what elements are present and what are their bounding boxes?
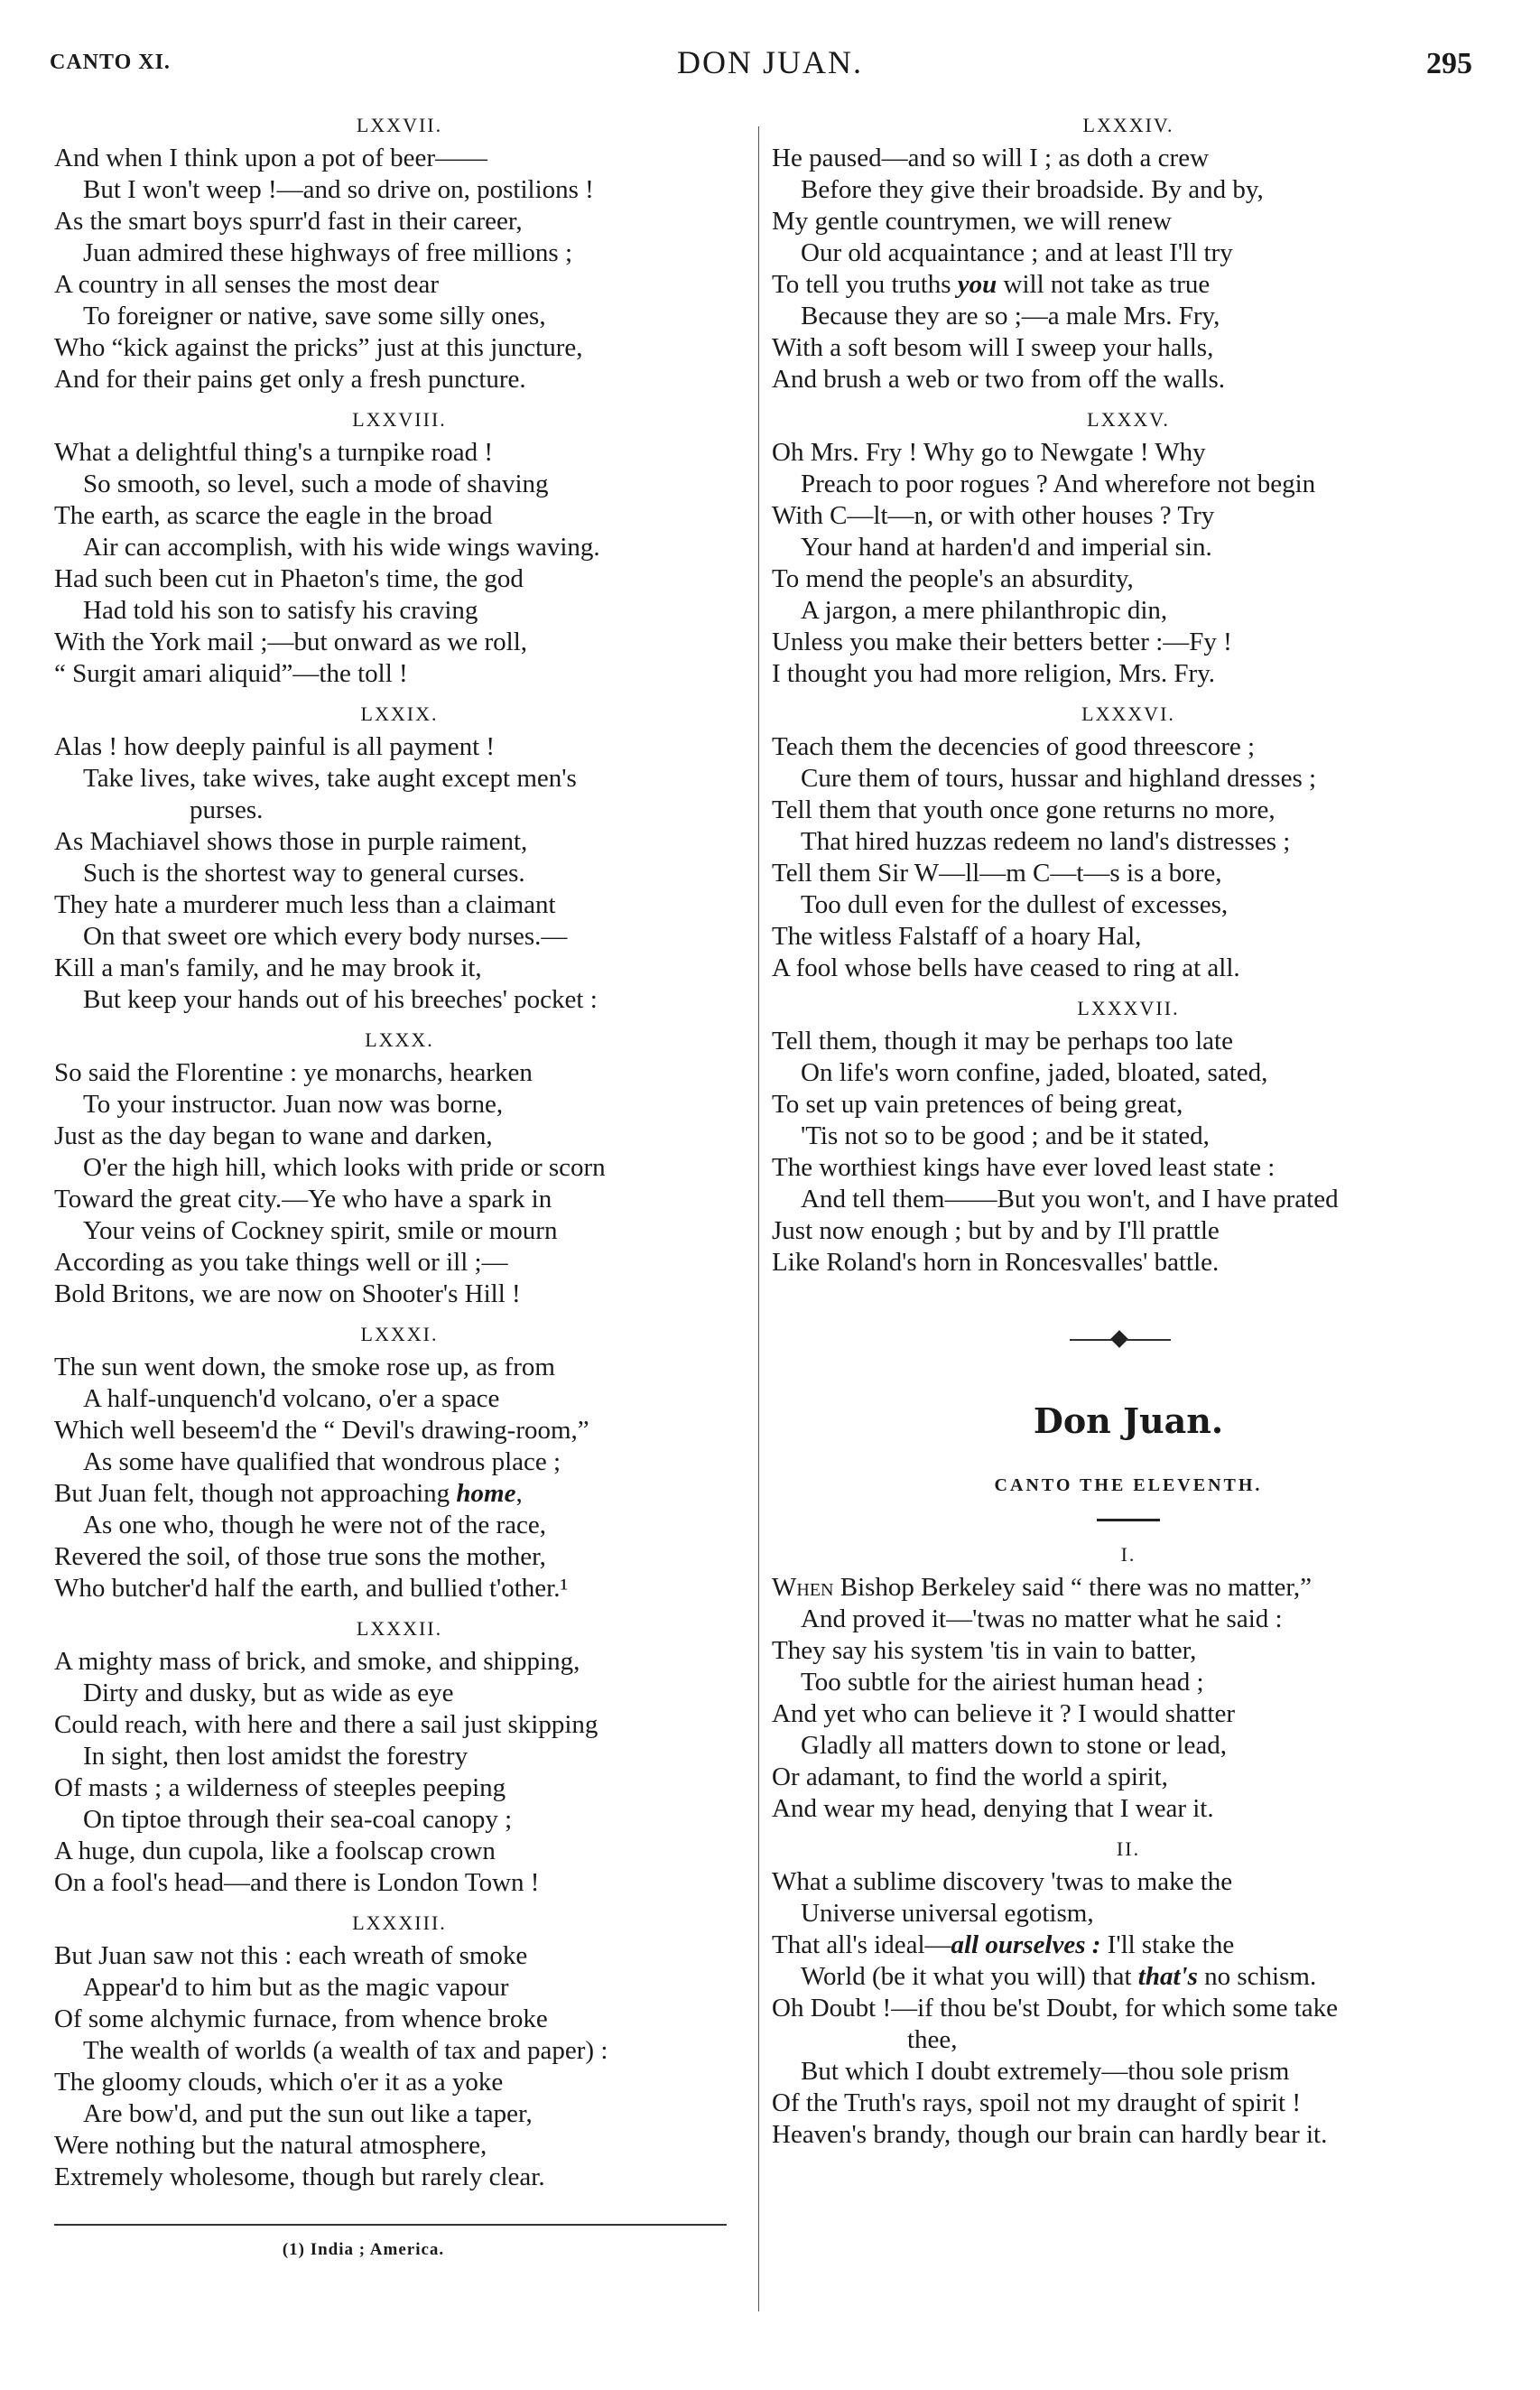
verse-line: What a delightful thing's a turnpike road ! bbox=[54, 438, 494, 467]
verse-line: Before they give their broadside. By and by, bbox=[801, 175, 1264, 204]
verse-line: Your hand at harden'd and imperial sin. bbox=[801, 533, 1212, 562]
stanza bbox=[772, 403, 1485, 697]
verse-line: As Machiavel shows those in purple raiment, bbox=[54, 827, 528, 856]
verse-line: On that sweet ore which every body nurses.— bbox=[83, 922, 568, 951]
verse-line: To foreigner or native, save some silly ones, bbox=[83, 302, 546, 330]
verse-line: And brush a web or two from off the walls. bbox=[772, 365, 1226, 394]
verse-line: Oh Doubt !—if thou be'st Doubt, for which some take bbox=[772, 1994, 1339, 2023]
verse-line: The earth, as scarce the eagle in the broad bbox=[54, 501, 493, 530]
verse-line: On tiptoe through their sea-coal canopy ; bbox=[83, 1805, 513, 1834]
verse-line: Preach to poor rogues ? And wherefore not begin bbox=[801, 470, 1316, 498]
verse-line: The wealth of worlds (a wealth of tax and paper) : bbox=[83, 2036, 608, 2065]
verse-line: Appear'd to him but as the magic vapour bbox=[83, 1973, 509, 2002]
stanza bbox=[54, 403, 745, 697]
verse-line: Too dull even for the dullest of excesses, bbox=[801, 890, 1229, 919]
verse-line: Bold Britons, we are now on Shooter's Hill ! bbox=[54, 1279, 521, 1308]
page-header bbox=[0, 0, 1540, 99]
verse-line: And for their pains get only a fresh puncture. bbox=[54, 365, 526, 394]
verse-line: So said the Florentine : ye monarchs, hearken bbox=[54, 1058, 533, 1087]
verse-line: To mend the people's an absurdity, bbox=[772, 564, 1134, 593]
verse-line: To set up vain pretences of being great, bbox=[772, 1090, 1183, 1119]
verse-line: According as you take things well or ill ;— bbox=[54, 1248, 508, 1277]
verse-line: In sight, then lost amidst the forestry bbox=[83, 1742, 468, 1771]
verse-line: Like Roland's horn in Roncesvalles' battle. bbox=[772, 1248, 1220, 1277]
verse-line: Just as the day began to wane and darken, bbox=[54, 1121, 493, 1150]
verse-line: 'Tis not so to be good ; and be it stated, bbox=[801, 1121, 1210, 1150]
verse-line: But Juan saw not this : each wreath of smoke bbox=[54, 1941, 528, 1970]
stanza-number: LXXXIV. bbox=[1082, 114, 1174, 136]
verse-line: What a sublime discovery 'twas to make the bbox=[772, 1867, 1233, 1896]
verse-line: As the smart boys spurr'd fast in their career, bbox=[54, 207, 523, 236]
verse-line: thee, bbox=[907, 2025, 958, 2054]
verse-line: Toward the great city.—Ye who have a spark in bbox=[54, 1185, 552, 1214]
verse-line: Alas ! how deeply painful is all payment ! bbox=[54, 732, 496, 761]
verse-line: Extremely wholesome, though but rarely clear. bbox=[54, 2162, 545, 2191]
page-number: 295 bbox=[1426, 47, 1472, 80]
verse-line: O'er the high hill, which looks with pride or scorn bbox=[83, 1153, 606, 1182]
verse-line: Take lives, take wives, take aught except men's bbox=[83, 764, 577, 793]
verse-line: And proved it—'twas no matter what he said : bbox=[801, 1604, 1283, 1633]
verse-line: Tell them, though it may be perhaps too late bbox=[772, 1027, 1233, 1056]
footnote: (1) India ; America. bbox=[282, 2240, 445, 2259]
verse-line: Which well beseem'd the “ Devil's drawing-room,” bbox=[54, 1416, 589, 1445]
stanza-number: LXXXV. bbox=[1087, 408, 1170, 431]
verse-line: That hired huzzas redeem no land's distresses ; bbox=[801, 827, 1291, 856]
verse-line: “ Surgit amari aliquid”—the toll ! bbox=[54, 659, 408, 688]
stanza-number: LXXVII. bbox=[356, 114, 443, 136]
verse-line: Are bow'd, and put the sun out like a taper, bbox=[83, 2099, 533, 2128]
verse-line: On a fool's head—and there is London Town ! bbox=[54, 1868, 540, 1897]
verse-line: Gladly all matters down to stone or lead, bbox=[801, 1731, 1227, 1760]
verse-line: To tell you truths you will not take as true bbox=[772, 270, 1211, 299]
verse-line: A huge, dun cupola, like a foolscap crown bbox=[54, 1837, 496, 1865]
stanza bbox=[772, 108, 1485, 403]
stanza bbox=[54, 108, 745, 403]
section-ornament bbox=[772, 1313, 1485, 1367]
running-head-title: DON JUAN. bbox=[677, 44, 863, 80]
verse-line: Of the Truth's rays, spoil not my draught of spirit ! bbox=[772, 2088, 1302, 2117]
verse-line: Who butcher'd half the earth, and bullied t'other.¹ bbox=[54, 1574, 569, 1603]
verse-line: Teach them the decencies of good threescore ; bbox=[772, 732, 1256, 761]
verse-line: Of masts ; a wilderness of steeples peeping bbox=[54, 1773, 506, 1802]
verse-line: Had such been cut in Phaeton's time, the god bbox=[54, 564, 524, 593]
verse-line: Air can accomplish, with his wide wings waving. bbox=[83, 533, 600, 562]
verse-line: purses. bbox=[190, 795, 264, 824]
verse-line: Had told his son to satisfy his craving bbox=[83, 596, 478, 625]
verse-line: Were nothing but the natural atmosphere, bbox=[54, 2131, 487, 2160]
stanza bbox=[54, 1023, 745, 1317]
verse-line: He paused—and so will I ; as doth a crew bbox=[772, 144, 1210, 172]
footnote-rule bbox=[54, 2224, 727, 2226]
verse-line: With C—lt—n, or with other houses ? Try bbox=[772, 501, 1215, 530]
stanza bbox=[54, 1317, 745, 1612]
verse-line: My gentle countrymen, we will renew bbox=[772, 207, 1172, 236]
verse-line: Dirty and dusky, but as wide as eye bbox=[83, 1679, 454, 1707]
left-column bbox=[54, 108, 745, 2260]
verse-line: When Bishop Berkeley said “ there was no matter,” bbox=[772, 1573, 1313, 1602]
verse-line: They hate a murderer much less than a claimant bbox=[54, 890, 556, 919]
stanza-number: LXXXVI. bbox=[1081, 702, 1175, 725]
verse-line: Oh Mrs. Fry ! Why go to Newgate ! Why bbox=[772, 438, 1206, 467]
stanza-number: II. bbox=[1116, 1837, 1141, 1860]
running-head-canto: CANTO XI. bbox=[50, 51, 171, 74]
verse-line: Cure them of tours, hussar and highland dresses ; bbox=[801, 764, 1317, 793]
stanza-number: LXXX. bbox=[365, 1028, 434, 1051]
verse-line: Or adamant, to find the world a spirit, bbox=[772, 1762, 1168, 1791]
verse-line: Juan admired these highways of free millions ; bbox=[83, 238, 573, 267]
stanza-number: LXXVIII. bbox=[352, 408, 447, 431]
verse-line: A mighty mass of brick, and smoke, and shipping, bbox=[54, 1647, 580, 1676]
verse-line: Could reach, with here and there a sail just skipping bbox=[54, 1710, 598, 1739]
right-column bbox=[772, 108, 1485, 2158]
verse-line: The gloomy clouds, which o'er it as a yoke bbox=[54, 2068, 504, 2097]
verse-line: But Juan felt, though not approaching home, bbox=[54, 1479, 523, 1508]
verse-line: A fool whose bells have ceased to ring at all. bbox=[772, 953, 1240, 982]
verse-line: The sun went down, the smoke rose up, as from bbox=[54, 1353, 555, 1381]
stanza-number: LXXXVII. bbox=[1077, 997, 1180, 1019]
heading-rule bbox=[1097, 1519, 1160, 1521]
verse-line: And wear my head, denying that I wear it. bbox=[772, 1794, 1214, 1823]
verse-line: A jargon, a mere philanthropic din, bbox=[801, 596, 1168, 625]
stanza bbox=[772, 1832, 1485, 2158]
verse-line: But which I doubt extremely—thou sole prism bbox=[801, 2057, 1290, 2086]
verse-line: To your instructor. Juan now was borne, bbox=[83, 1090, 504, 1119]
verse-line: And tell them——But you won't, and I have prated bbox=[801, 1185, 1339, 1214]
verse-line: Kill a man's family, and he may brook it, bbox=[54, 953, 482, 982]
verse-line: On life's worn confine, jaded, bloated, sated, bbox=[801, 1058, 1268, 1087]
stanza-number: LXXXIII. bbox=[352, 1911, 447, 1934]
verse-line: I thought you had more religion, Mrs. Fry. bbox=[772, 659, 1216, 688]
stanza bbox=[54, 697, 745, 1023]
stanza-number: I. bbox=[1120, 1543, 1136, 1566]
verse-line: That all's ideal—all ourselves : I'll stake the bbox=[772, 1930, 1235, 1959]
verse-line: Tell them that youth once gone returns no more, bbox=[772, 795, 1276, 824]
verse-line: So smooth, so level, such a mode of shaving bbox=[83, 470, 549, 498]
stanza bbox=[772, 697, 1485, 991]
stanza-number: LXXXII. bbox=[356, 1617, 443, 1640]
verse-line: Tell them Sir W—ll—m C—t—s is a bore, bbox=[772, 859, 1222, 888]
verse-line: With the York mail ;—but onward as we roll, bbox=[54, 628, 527, 656]
canto-subtitle: CANTO THE ELEVENTH. bbox=[994, 1475, 1263, 1495]
verse-line: Your veins of Cockney spirit, smile or mourn bbox=[83, 1216, 558, 1245]
verse-line: Our old acquaintance ; and at least I'll try bbox=[801, 238, 1233, 267]
verse-line: And yet who can believe it ? I would shatter bbox=[772, 1699, 1235, 1728]
verse-line: Just now enough ; but by and by I'll prattle bbox=[772, 1216, 1220, 1245]
verse-line: As one who, though he were not of the race, bbox=[83, 1511, 546, 1539]
verse-line: Unless you make their betters better :—Fy ! bbox=[772, 628, 1232, 656]
stanza bbox=[772, 991, 1485, 1286]
verse-line: The witless Falstaff of a hoary Hal, bbox=[772, 922, 1142, 951]
verse-line: Such is the shortest way to general curses. bbox=[83, 859, 525, 888]
verse-line: With a soft besom will I sweep your halls, bbox=[772, 333, 1214, 362]
verse-line: Too subtle for the airiest human head ; bbox=[801, 1668, 1204, 1697]
stanza bbox=[54, 1612, 745, 1906]
verse-line: Heaven's brandy, though our brain can hardly bear it. bbox=[772, 2120, 1328, 2149]
verse-line: As some have qualified that wondrous place ; bbox=[83, 1447, 561, 1476]
verse-line: Because they are so ;—a male Mrs. Fry, bbox=[801, 302, 1220, 330]
column-divider bbox=[758, 126, 759, 2311]
verse-line: A country in all senses the most dear bbox=[54, 270, 440, 299]
verse-line: Revered the soil, of those true sons the mother, bbox=[54, 1542, 546, 1571]
verse-line: A half-unquench'd volcano, o'er a space bbox=[83, 1384, 500, 1413]
verse-line: World (be it what you will) that that's no schism. bbox=[801, 1962, 1317, 1991]
verse-line: They say his system 'tis in vain to batter, bbox=[772, 1636, 1197, 1665]
stanza-number: LXXXI. bbox=[360, 1323, 439, 1345]
verse-line: The worthiest kings have ever loved least state : bbox=[772, 1153, 1276, 1182]
verse-line: And when I think upon a pot of beer—— bbox=[54, 144, 488, 172]
stanza bbox=[54, 1906, 745, 2200]
verse-line: Universe universal egotism, bbox=[801, 1899, 1094, 1928]
verse-line: Of some alchymic furnace, from whence broke bbox=[54, 2004, 548, 2033]
canto-heading-title: Don Juan. bbox=[1033, 1400, 1224, 1441]
stanza bbox=[772, 1538, 1485, 1832]
verse-line: But I won't weep !—and so drive on, postilions ! bbox=[83, 175, 594, 204]
verse-line: But keep your hands out of his breeches' pocket : bbox=[83, 985, 598, 1014]
verse-line: Who “kick against the pricks” just at this juncture, bbox=[54, 333, 583, 362]
stanza-number: LXXIX. bbox=[360, 702, 439, 725]
